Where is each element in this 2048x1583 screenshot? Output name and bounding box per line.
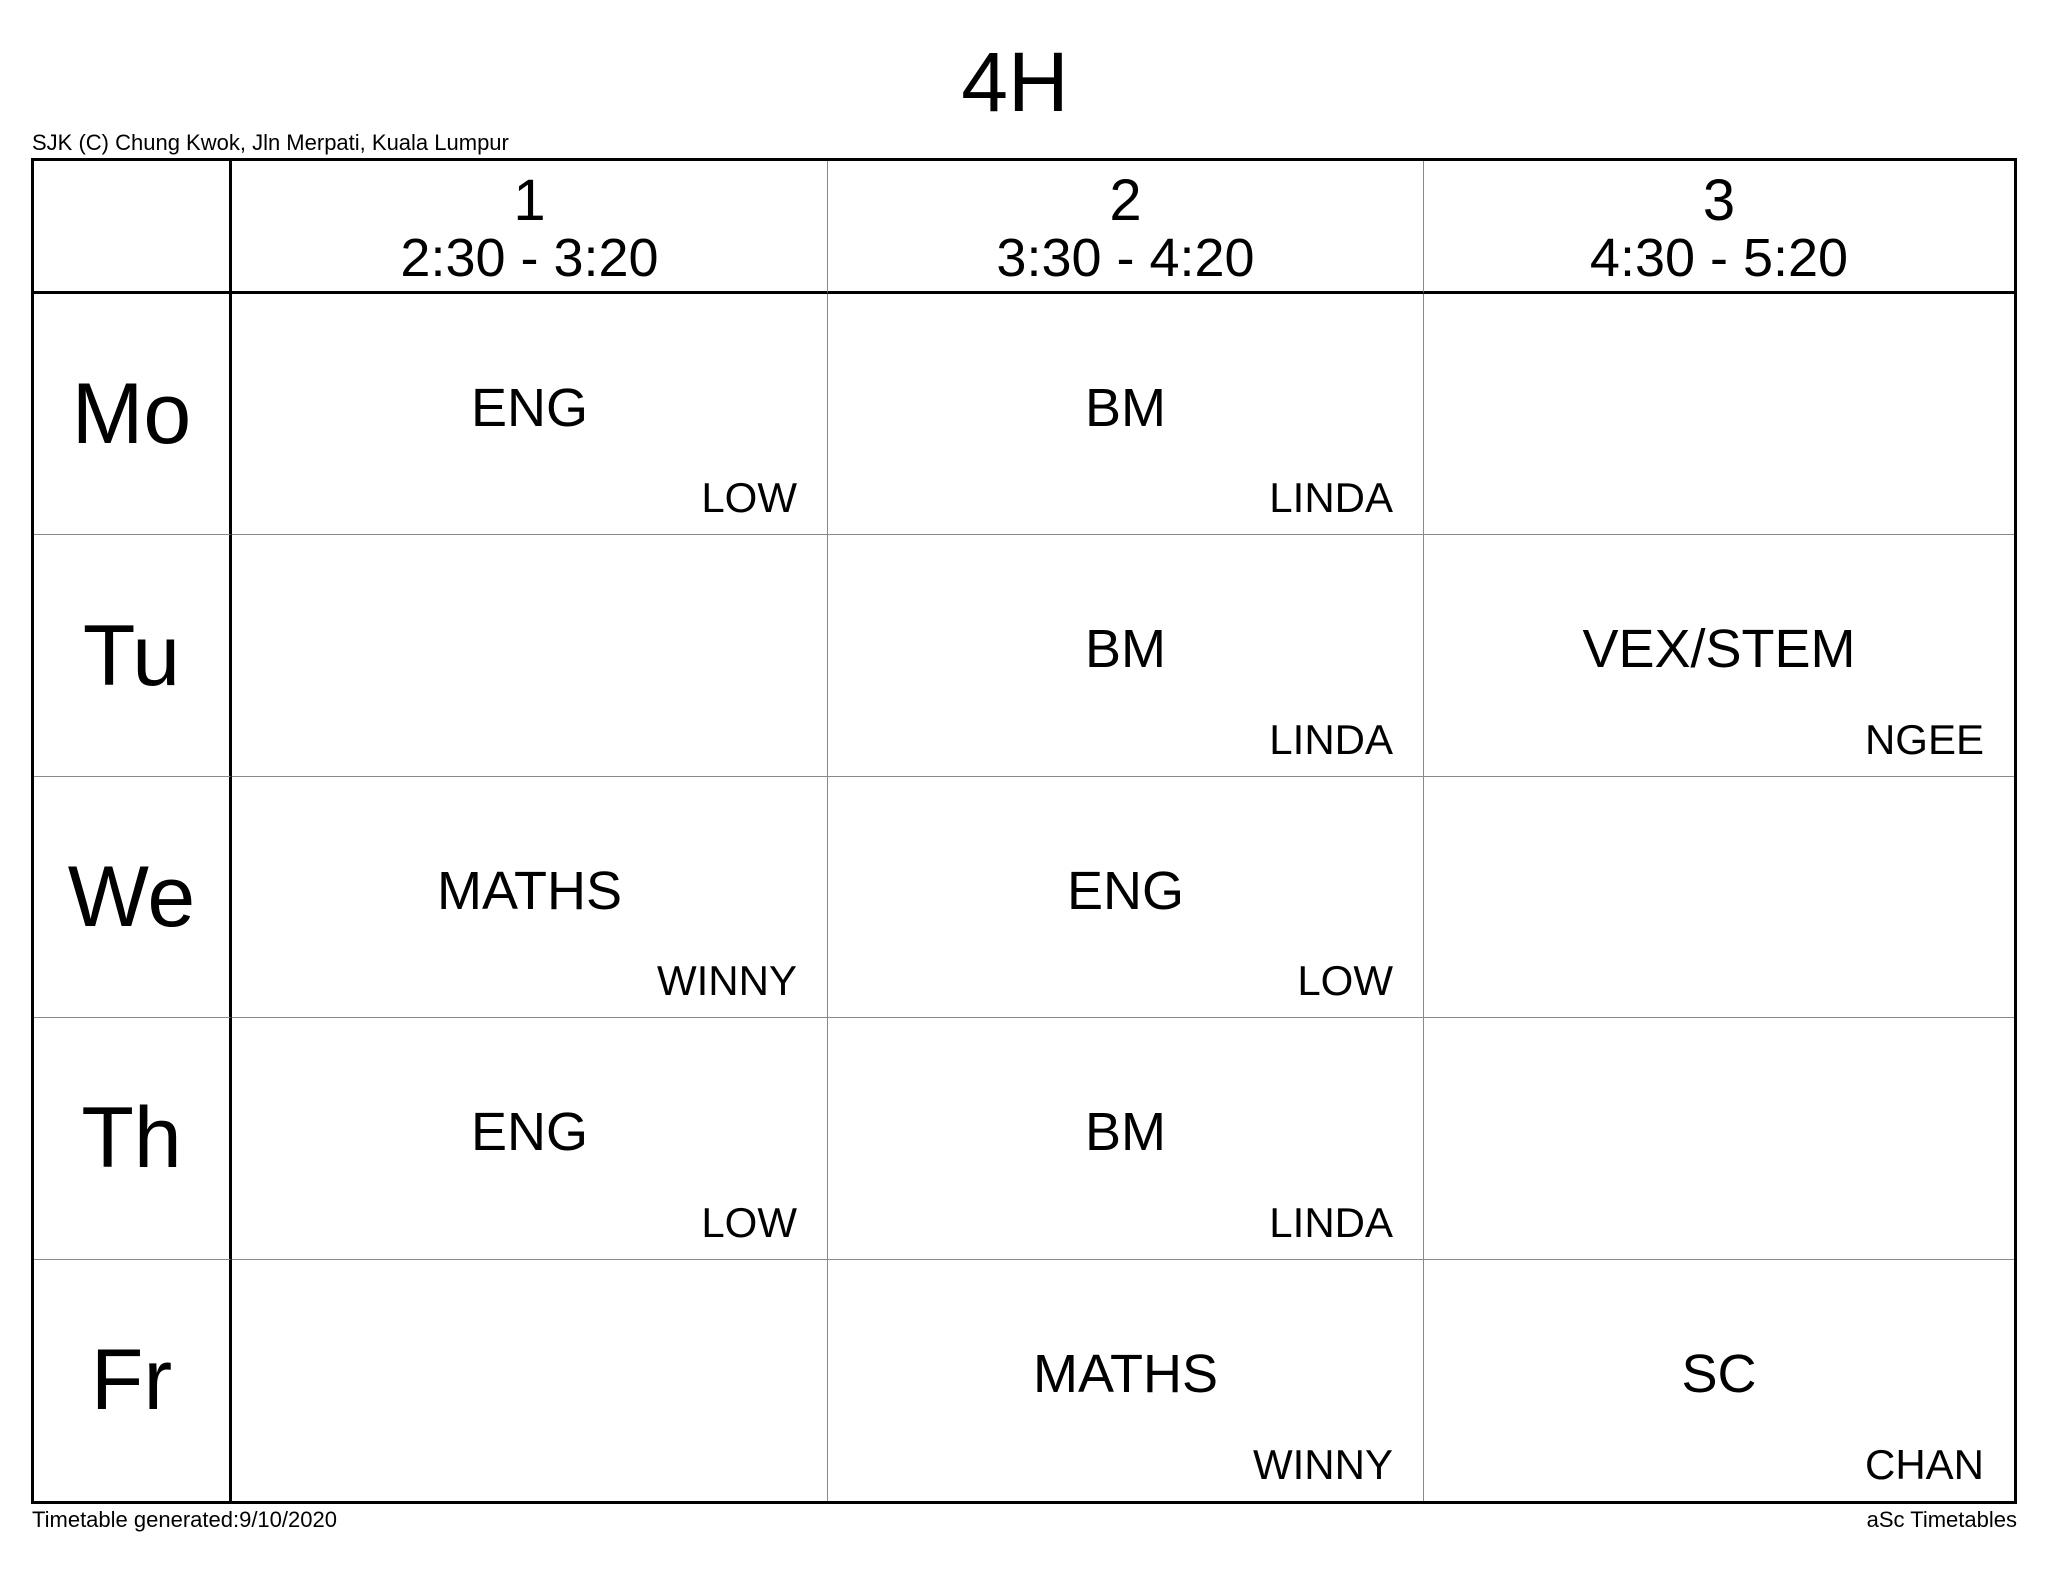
timetable-grid xyxy=(31,158,2017,1504)
day-cell-th xyxy=(34,1018,232,1259)
lesson-cell xyxy=(232,777,828,1018)
period-header-2 xyxy=(828,161,1424,294)
period-number: 1 xyxy=(513,168,546,233)
lesson-cell xyxy=(828,1018,1424,1259)
lesson-subject: ENG xyxy=(470,378,589,438)
lesson-teacher: LINDA xyxy=(1269,715,1393,763)
day-label: Th xyxy=(81,1090,182,1187)
lesson-cell xyxy=(232,1018,828,1259)
period-number: 3 xyxy=(1702,168,1736,233)
lesson-cell xyxy=(232,294,828,535)
lesson-cell xyxy=(232,1260,828,1501)
lesson-subject: BM xyxy=(1085,619,1166,680)
lesson-cell xyxy=(1424,535,2014,776)
lesson-subject: VEX/STEM xyxy=(1582,619,1856,680)
lesson-cell xyxy=(232,535,828,776)
lesson-teacher: LOW xyxy=(701,1198,797,1246)
lesson-cell xyxy=(1424,777,2014,1018)
day-cell-mo xyxy=(34,294,232,535)
generated-date: Timetable generated:9/10/2020 xyxy=(32,1507,337,1532)
period-time: 2:30 - 3:20 xyxy=(400,228,659,288)
lesson-teacher: LOW xyxy=(1297,957,1393,1005)
period-time: 4:30 - 5:20 xyxy=(1589,228,1849,288)
lesson-cell xyxy=(828,777,1424,1018)
page-title: 4H xyxy=(961,35,1069,129)
lesson-teacher: LINDA xyxy=(1269,474,1393,522)
lesson-teacher: WINNY xyxy=(657,957,797,1005)
period-number: 2 xyxy=(1109,168,1142,233)
lesson-teacher: CHAN xyxy=(1864,1440,1984,1488)
lesson-subject: SC xyxy=(1681,1343,1757,1404)
day-cell-fr xyxy=(34,1260,232,1501)
lesson-teacher: LOW xyxy=(701,474,797,522)
period-time: 3:30 - 4:20 xyxy=(996,228,1255,288)
lesson-cell xyxy=(828,294,1424,535)
day-cell-tu xyxy=(34,535,232,776)
brand-label: aSc Timetables xyxy=(1866,1507,2017,1532)
school-name: SJK (C) Chung Kwok, Jln Merpati, Kuala Lumpur xyxy=(32,130,509,155)
lesson-cell xyxy=(828,535,1424,776)
day-cell-we xyxy=(34,777,232,1018)
lesson-subject: ENG xyxy=(1066,860,1185,921)
lesson-subject: MATHS xyxy=(437,860,622,921)
lesson-subject: MATHS xyxy=(1033,1343,1218,1404)
lesson-subject: BM xyxy=(1085,378,1166,438)
period-header-3 xyxy=(1424,161,2014,294)
lesson-subject: ENG xyxy=(470,1102,589,1163)
corner-cell xyxy=(34,161,232,294)
lesson-subject: BM xyxy=(1085,1102,1166,1163)
lesson-cell xyxy=(1424,294,2014,535)
lesson-teacher: NGEE xyxy=(1864,715,1984,763)
day-label: Fr xyxy=(90,1332,173,1429)
lesson-teacher: LINDA xyxy=(1269,1198,1393,1246)
period-header-1 xyxy=(232,161,828,294)
day-label: We xyxy=(67,848,196,945)
lesson-cell xyxy=(828,1260,1424,1501)
day-label: Mo xyxy=(71,366,192,463)
day-label: Tu xyxy=(82,607,181,704)
lesson-cell xyxy=(1424,1260,2014,1501)
lesson-teacher: WINNY xyxy=(1253,1440,1393,1488)
lesson-cell xyxy=(1424,1018,2014,1259)
